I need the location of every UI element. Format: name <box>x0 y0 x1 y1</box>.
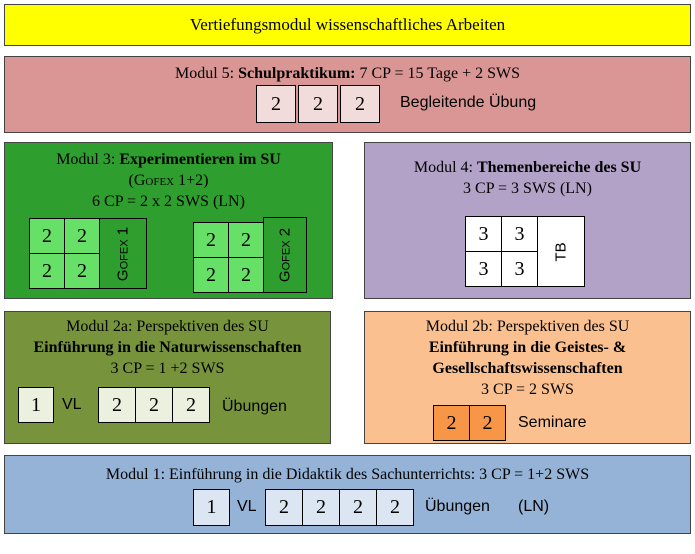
modul2b-label: Seminare <box>518 414 587 431</box>
modul2b-line2: Einführung in die Geistes- & <box>428 339 627 356</box>
modul3-right-cell-4: 2 <box>228 257 264 293</box>
modul5-cell-1: 2 <box>256 85 296 123</box>
modul2a-cell-2: 2 <box>135 387 173 423</box>
modul2a-label: Übungen <box>222 398 287 415</box>
modul2a-vl-label: VL <box>62 396 82 413</box>
modul2b-cell-2: 2 <box>469 405 506 441</box>
modul2a-cell-3: 2 <box>172 387 210 423</box>
modul4-prefix: Modul 4: <box>413 159 477 176</box>
title-text: Vertiefungsmodul wissenschaftliches Arbeiten <box>189 15 506 34</box>
modul3-left-cell-3: 2 <box>29 253 65 289</box>
modul5-label: Begleitende Übung <box>400 94 537 111</box>
modul1-label: Übungen <box>425 498 490 515</box>
modul3-left-tag: Gofex 1 <box>114 226 132 281</box>
modul4-tag: TB <box>552 241 570 262</box>
modul1-line: Modul 1: Einführung in die Didaktik des Sachunterrichts: 3 CP = 1+2 SWS <box>105 466 590 483</box>
modul3-right-cell-2: 2 <box>228 222 264 258</box>
modul1-vl-label: VL <box>237 498 257 515</box>
modul1-cell-2: 2 <box>302 489 340 526</box>
modul2b-cell-1: 2 <box>433 405 470 441</box>
modul3-prefix: Modul 3: <box>56 151 120 168</box>
modul1-ln: (LN) <box>518 498 550 515</box>
modul2b-line1: Modul 2b: Perspektiven des SU <box>425 318 630 335</box>
modul1-cell-1: 2 <box>265 489 303 526</box>
modul5-prefix: Modul 5: <box>175 65 239 82</box>
modul3-left-tag-box <box>99 218 147 289</box>
modul1-cell-4: 2 <box>376 489 414 526</box>
modul3-right-cell-1: 2 <box>193 222 229 258</box>
modul5-name: Schulpraktikum: <box>238 65 356 82</box>
modul1-cell-3: 2 <box>339 489 377 526</box>
modul4-name: Themenbereiche des SU <box>476 159 642 176</box>
title-banner <box>4 4 691 46</box>
modul1-vl-cell: 1 <box>193 489 230 526</box>
modul2a-line1: Modul 2a: Perspektiven des SU <box>66 318 269 335</box>
modul4-cell-4: 3 <box>501 251 538 287</box>
modul4-cell-3: 3 <box>465 251 502 287</box>
modul3-right-tag: Gofex 2 <box>276 227 294 283</box>
modul3-right-cell-3: 2 <box>193 257 229 293</box>
modul5-cell-3: 2 <box>340 85 380 123</box>
modul2a-vl-cell: 1 <box>18 387 54 423</box>
modul2a-cell-1: 2 <box>98 387 136 423</box>
modul4-detail: 3 CP = 3 SWS (LN) <box>463 180 592 197</box>
modul3-detail: 6 CP = 2 x 2 SWS (LN) <box>92 193 245 210</box>
modul3-name: Experimentieren im SU <box>119 151 281 168</box>
modul4-cell-1: 3 <box>465 216 502 252</box>
modul2a-detail: 3 CP = 1 +2 SWS <box>110 360 225 377</box>
modul5-cell-2: 2 <box>298 85 338 123</box>
modul3-left-cell-2: 2 <box>64 218 100 254</box>
modul3-sub: (Gofex 1+2) <box>128 172 209 189</box>
modul2b-detail: 3 CP = 2 SWS <box>481 381 574 398</box>
modul3-left-cell-1: 2 <box>29 218 65 254</box>
modul5-detail: 7 CP = 15 Tage + 2 SWS <box>355 65 520 82</box>
modul3-left-cell-4: 2 <box>64 253 100 289</box>
modul2a-line2: Einführung in die Naturwissenschaften <box>33 339 302 356</box>
modul3-right-tag-box <box>263 217 307 293</box>
modul4-tag-box <box>537 216 585 287</box>
modul2a-panel <box>4 311 331 444</box>
modul2b-line3: Gesellschaftswissenschaften <box>432 360 623 377</box>
modul4-cell-2: 3 <box>501 216 538 252</box>
